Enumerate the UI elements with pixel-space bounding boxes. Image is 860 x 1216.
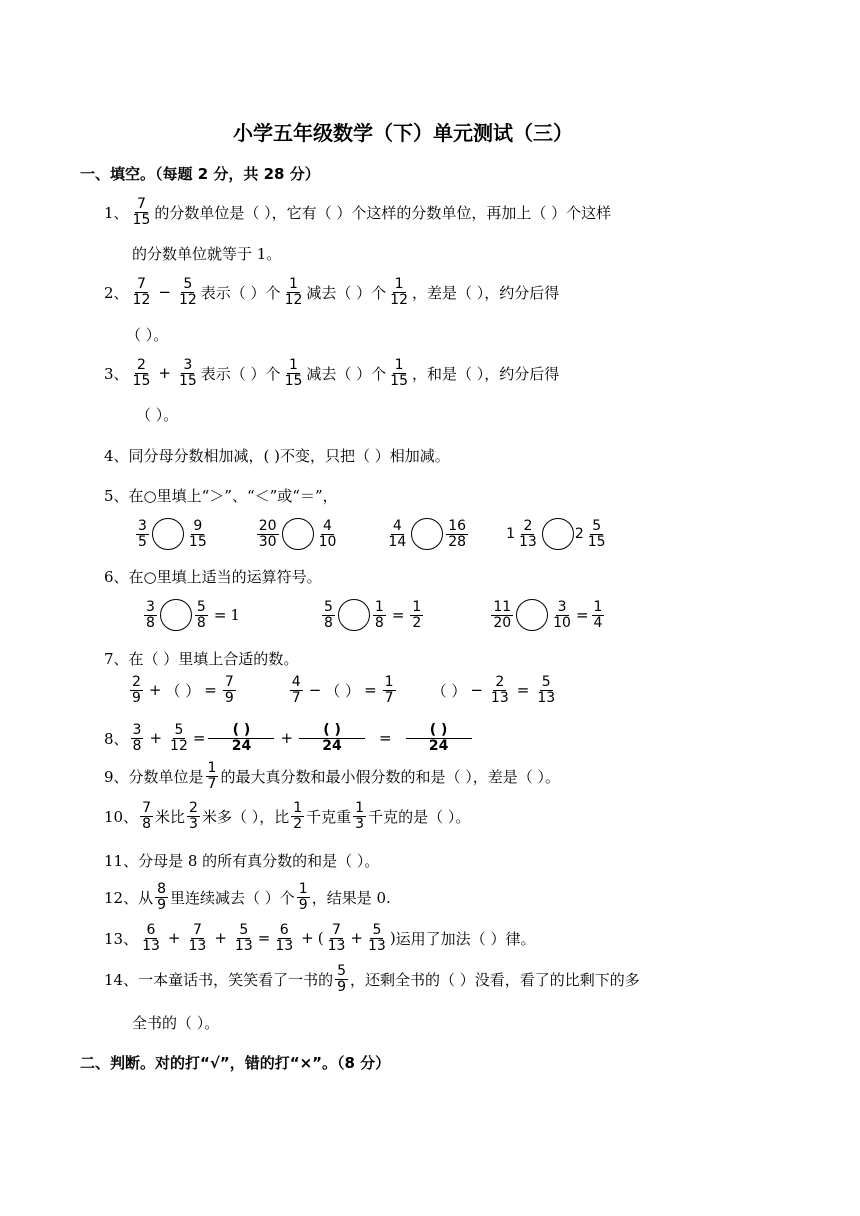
text-segment: 13 [367, 937, 386, 954]
text-segment: = [516, 681, 530, 699]
answer-circle[interactable] [282, 518, 314, 550]
text-segment: 5 [592, 517, 602, 534]
text-segment: 5 [138, 533, 147, 550]
text-segment: 28 [448, 533, 467, 550]
fraction [131, 723, 144, 754]
text-segment: 2 [132, 673, 141, 690]
text-segment: 15 [132, 211, 151, 228]
text-segment: 7 [207, 775, 217, 792]
text-segment: 9、分数单位是 [104, 767, 204, 786]
q5-comparisons [134, 514, 610, 554]
text-segment: ，差是（ ），约分后得 [412, 283, 560, 302]
text-segment: 7 [137, 195, 146, 212]
q7-expressions [128, 670, 559, 710]
text-segment: 的最大真分数和最小假分数的和是（ ），差是（ ）。 [220, 767, 561, 786]
text-segment: 12 [178, 291, 197, 308]
text-segment: = [379, 729, 392, 747]
text-segment: 10 [553, 614, 571, 631]
text-segment: + [301, 929, 314, 947]
text-segment: 13 [188, 937, 207, 954]
text-segment: 24 [231, 737, 252, 754]
text-segment: 10 [318, 533, 337, 550]
text-segment: 运用了加法（ ）律。 [395, 929, 536, 948]
fraction [233, 923, 255, 954]
text-segment: 千克重 [306, 807, 352, 826]
text-segment: 13 [142, 937, 160, 954]
question-8 [104, 718, 474, 758]
mixed-number [575, 519, 610, 550]
text-segment: + [280, 729, 294, 747]
fraction [131, 358, 153, 389]
text-segment: 12 [132, 291, 151, 308]
text-segment: 10、 [104, 807, 139, 826]
fraction [299, 723, 365, 754]
fraction [388, 358, 410, 389]
text-segment: 9 [132, 689, 141, 706]
text-segment: 表示（ ）个 [200, 283, 281, 302]
text-segment: 2 [523, 517, 533, 534]
text-segment: （ ） [165, 681, 201, 700]
text-segment: 9 [224, 689, 234, 706]
text-segment: 表示（ ）个 [200, 364, 281, 383]
text-segment: 12 [170, 737, 188, 754]
fraction [388, 277, 410, 308]
text-segment: 7 [384, 689, 394, 706]
text-segment: 7 [291, 689, 301, 706]
text-segment: 24 [322, 737, 342, 754]
text-segment: 16 [448, 517, 467, 534]
text-segment: ，结果是 0. [311, 888, 391, 907]
text-segment: 15 [284, 372, 303, 389]
text-segment: 1 [374, 598, 384, 615]
question-7: 7、在（ ）里填上合适的数。 [104, 650, 299, 668]
text-segment: 5 [196, 598, 206, 615]
fraction [291, 801, 304, 832]
text-segment: ( ) [208, 723, 274, 739]
fraction [592, 600, 605, 631]
q1-number: 1、 [104, 203, 129, 222]
text-segment: 2 [412, 614, 422, 631]
fraction [177, 358, 199, 389]
text-segment: 8 [323, 614, 333, 631]
fraction [317, 519, 339, 550]
text-segment: 2、 [104, 283, 129, 302]
text-segment: 24 [428, 737, 449, 754]
text-segment: 9 [298, 896, 308, 913]
fraction [410, 600, 423, 631]
question-3 [104, 355, 559, 391]
text-segment: ) [389, 929, 396, 947]
text-segment: 米比 [155, 807, 186, 826]
text-segment: 9 [157, 896, 167, 913]
text-segment: 14、一本童话书，笑笑看了一书的 [104, 970, 334, 989]
text-segment: + [167, 929, 181, 947]
text-segment: + [350, 929, 363, 947]
text-segment: − [470, 681, 483, 699]
text-segment: 7 [224, 673, 234, 690]
text-segment: 9 [337, 978, 347, 995]
fraction [491, 600, 513, 631]
text-segment: 2 [189, 799, 198, 816]
text-segment: 减去（ ）个 [306, 364, 387, 383]
text-segment: 1 [506, 526, 515, 542]
text-segment: 8、 [104, 729, 129, 748]
q14-continuation: 全书的（ ）。 [132, 1014, 220, 1032]
text-segment: 15 [188, 533, 207, 550]
text-segment: 5 [323, 598, 333, 615]
text-segment: 5 [337, 962, 347, 979]
text-segment: 8 [132, 737, 142, 754]
text-segment: （ ） [431, 681, 467, 700]
text-segment: 5 [541, 673, 551, 690]
text-segment: 13 [490, 689, 509, 706]
text-segment: （ ） [325, 681, 361, 700]
text-segment: 13 [518, 533, 537, 550]
text-segment: = [257, 929, 271, 947]
text-segment: 4 [323, 517, 332, 534]
text-segment: + [158, 364, 171, 382]
fraction [140, 801, 153, 832]
text-segment: 6 [279, 921, 289, 938]
question-13 [104, 919, 535, 957]
q3-continuation: （ ）。 [136, 406, 179, 424]
text-segment: 1 [289, 356, 298, 373]
text-segment: 5 [174, 721, 184, 738]
text-segment: 1 [207, 759, 217, 776]
fraction [535, 675, 557, 706]
text-segment: 15 [390, 372, 408, 389]
text-segment: 6 [146, 921, 156, 938]
fraction [283, 358, 305, 389]
text-segment: 2 [495, 673, 505, 690]
text-segment: 3 [355, 815, 365, 832]
text-segment: 4 [593, 614, 603, 631]
fraction [131, 197, 153, 228]
text-segment: 11 [493, 598, 512, 615]
text-segment: 1 [593, 598, 603, 615]
fraction [257, 519, 279, 550]
text-segment: 1 [394, 275, 404, 292]
text-segment: 15 [178, 372, 197, 389]
fraction [273, 923, 295, 954]
question-5: 5、在○里填上“＞”、“＜”或“＝”， [104, 487, 338, 505]
fraction [297, 882, 310, 913]
text-segment: 1 [298, 880, 308, 897]
text-segment: = [391, 606, 405, 624]
text-segment: 15 [587, 533, 606, 550]
text-segment: 3、 [104, 364, 129, 383]
text-segment: 8 [142, 815, 152, 832]
q6-expressions [142, 595, 606, 635]
q1-continuation: 的分数单位就等于 1。 [132, 245, 282, 263]
answer-circle[interactable] [152, 518, 184, 550]
text-segment: − [308, 681, 322, 699]
text-segment: 1 [230, 606, 240, 624]
question-11: 11、分母是 8 的所有真分数的和是（ ）。 [104, 852, 380, 870]
fraction [187, 801, 200, 832]
text-segment: 2 [137, 356, 146, 373]
text-segment: 15 [132, 372, 151, 389]
text-segment: = [364, 681, 377, 699]
fraction [386, 519, 408, 550]
question-12 [104, 878, 391, 916]
text-segment: 12 [390, 291, 408, 308]
text-segment: + [149, 729, 163, 747]
q2-continuation: （ ）。 [126, 326, 169, 344]
text-segment: 13、 [104, 929, 139, 948]
text-segment: 1 [394, 356, 404, 373]
text-segment: 1 [289, 275, 298, 292]
text-segment: − [158, 283, 171, 301]
text-segment: 12 [284, 291, 303, 308]
text-segment: 5 [239, 921, 249, 938]
q1-text: 的分数单位是（ ），它有（ ）个这样的分数单位，再加上（ ）个这样 [154, 203, 612, 222]
fraction [130, 675, 143, 706]
fraction [322, 600, 335, 631]
text-segment: 12、从 [104, 888, 154, 907]
question-6: 6、在○里填上适当的运算符号。 [104, 568, 322, 586]
text-segment: 1 [412, 598, 422, 615]
fraction [206, 761, 219, 792]
text-segment: 7 [137, 275, 146, 292]
question-2 [104, 274, 559, 310]
text-segment: 13 [275, 937, 294, 954]
fraction [383, 675, 396, 706]
text-segment: ( [317, 929, 324, 947]
text-segment: 1 [293, 799, 303, 816]
text-segment: 3 [557, 598, 567, 615]
fraction [208, 723, 274, 754]
text-segment: = [213, 606, 227, 624]
text-segment: 13 [327, 937, 346, 954]
answer-circle[interactable] [542, 518, 574, 550]
fraction [168, 723, 190, 754]
fraction [517, 519, 539, 550]
text-segment: + [214, 929, 227, 947]
text-segment: 13 [537, 689, 556, 706]
text-segment: 8 [374, 614, 384, 631]
text-segment: ，还剩全书的（ ）没看，看了的比剩下的多 [350, 970, 640, 989]
text-segment: 千克的是（ ）。 [368, 807, 471, 826]
text-segment: 2 [293, 815, 303, 832]
mixed-number [506, 519, 541, 550]
fraction [144, 600, 157, 631]
page-title: 小学五年级数学（下）单元测试（三） [233, 121, 573, 145]
answer-circle[interactable] [516, 599, 548, 631]
text-segment: 7 [332, 921, 341, 938]
text-segment: 20 [258, 517, 277, 534]
text-segment: 4 [392, 517, 402, 534]
question-9 [104, 758, 560, 794]
fraction [283, 277, 305, 308]
text-segment: 3 [183, 356, 193, 373]
fraction [366, 923, 388, 954]
question-10 [104, 798, 470, 834]
fraction [223, 675, 236, 706]
text-segment: 4 [291, 673, 301, 690]
text-segment: = [575, 606, 589, 624]
section-1-heading: 一、填空。（每题 2 分，共 28 分） [80, 165, 320, 183]
fraction [353, 801, 366, 832]
answer-circle[interactable] [338, 599, 370, 631]
fraction [140, 923, 162, 954]
text-segment: 13 [234, 937, 253, 954]
answer-circle[interactable] [160, 599, 192, 631]
text-segment: 1 [355, 799, 365, 816]
text-segment: ( ) [299, 723, 365, 739]
text-segment: 8 [196, 614, 206, 631]
fraction [406, 723, 472, 754]
fraction [489, 675, 511, 706]
fraction [136, 519, 149, 550]
text-segment: 8 [146, 614, 155, 631]
text-segment: 3 [146, 598, 155, 615]
text-segment: 30 [258, 533, 277, 550]
question-4: 4、同分母分数相加减，( )不变，只把（ ）相加减。 [104, 447, 450, 465]
text-segment: 米多（ ），比 [201, 807, 290, 826]
fraction [290, 675, 303, 706]
text-segment: 5 [183, 275, 193, 292]
question-14 [104, 960, 640, 998]
section-2-heading: 二、判断。对的打“√”，错的打“×”。（8 分） [80, 1054, 391, 1072]
text-segment: 1 [384, 673, 394, 690]
fraction [446, 519, 468, 550]
text-segment: 3 [132, 721, 142, 738]
fraction [155, 882, 168, 913]
fraction [326, 923, 348, 954]
text-segment: 20 [493, 614, 512, 631]
text-segment: 减去（ ）个 [306, 283, 387, 302]
text-segment: 里连续减去（ ）个 [170, 888, 295, 907]
text-segment: = [192, 729, 206, 747]
answer-circle[interactable] [411, 518, 443, 550]
fraction [551, 600, 573, 631]
fraction [373, 600, 386, 631]
text-segment: 2 [574, 526, 584, 542]
text-segment: 7 [192, 921, 202, 938]
fraction [177, 277, 199, 308]
text-segment: ，和是（ ），约分后得 [412, 364, 560, 383]
text-segment: 3 [138, 517, 147, 534]
text-segment: ( ) [406, 723, 472, 739]
fraction [335, 964, 348, 995]
fraction [586, 519, 608, 550]
question-1 [104, 194, 611, 230]
text-segment: + [148, 681, 162, 699]
text-segment: 5 [372, 921, 382, 938]
fraction [131, 277, 153, 308]
text-segment: 9 [193, 517, 203, 534]
text-segment: 14 [388, 533, 407, 550]
fraction [195, 600, 208, 631]
text-segment: 8 [157, 880, 167, 897]
fraction [187, 923, 209, 954]
fraction [187, 519, 209, 550]
text-segment: 3 [189, 815, 198, 832]
text-segment: = [204, 681, 217, 699]
text-segment: 7 [142, 799, 152, 816]
